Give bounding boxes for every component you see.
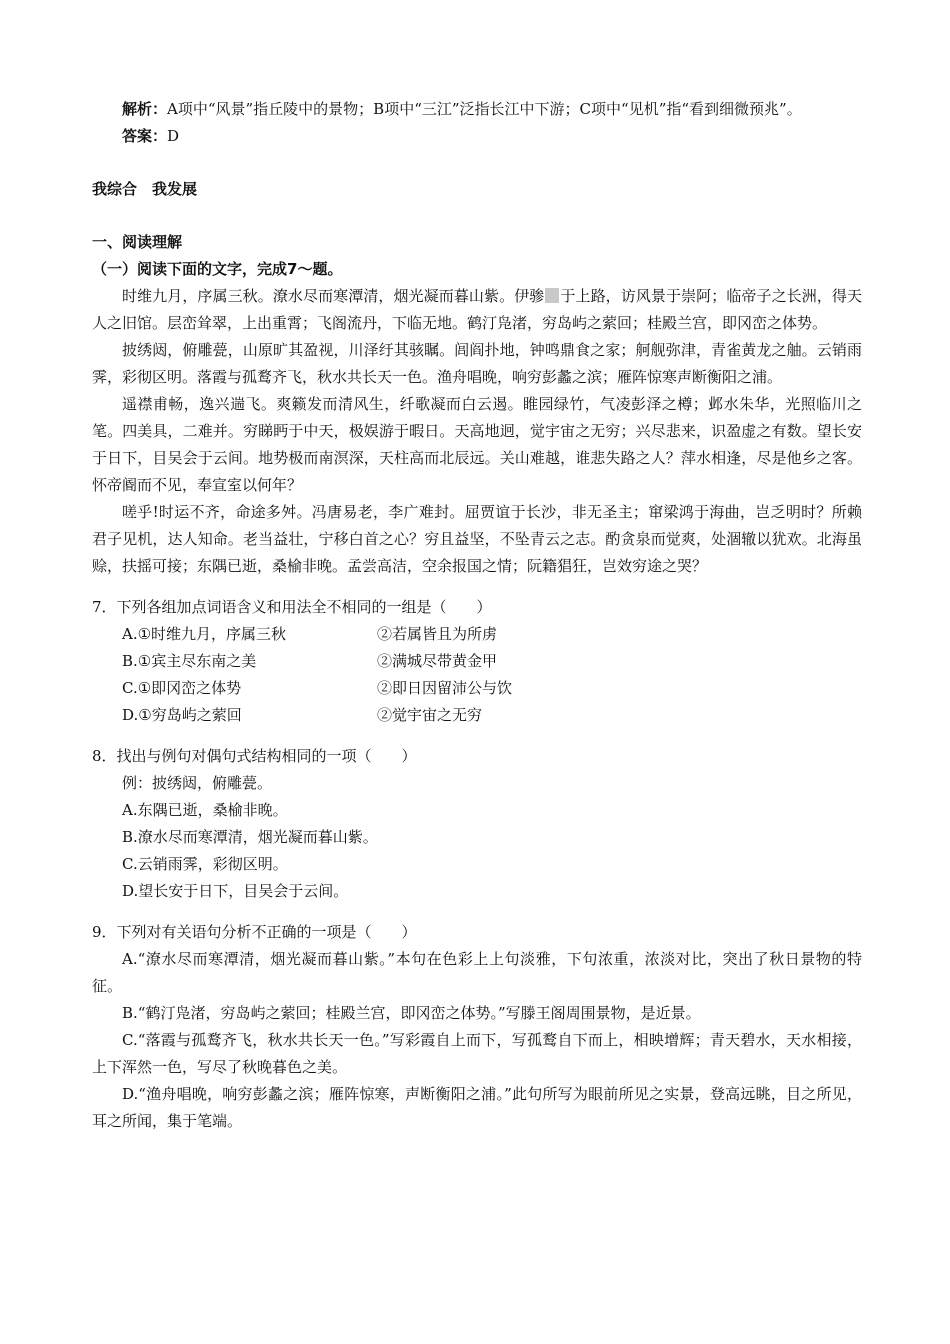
passage-paragraph-1 <box>92 283 862 337</box>
question-8-example: 例：披绣闼，俯雕甍。 <box>122 774 273 792</box>
part-title: 一、阅读理解 <box>92 233 183 251</box>
question-7-option-row: B.①宾主尽东南之美 ②满城尽带黄金甲 <box>122 652 498 670</box>
passage-paragraph-3: 遥襟甫畅，逸兴遄飞。爽籁发而清风生，纤歌凝而白云遏。睢园绿竹，气凌彭泽之樽；邺水朱华，光照临川之笔。四美具，二难并。穷睇眄于中天，极娱游于暇日。天高地迥，觉宇宙之无穷；兴尽悲来，识盈虚之有数。望长安于日下，目吴会于云间。地势极而南溟深，天柱高而北辰远。关山难越，谁悲失路之人？萍水相逢，尽是他乡之客。怀帝阍而不见，奉宣室以何年？ <box>92 395 862 494</box>
section-title: 我综合 我发展 <box>92 180 198 198</box>
question-8-option: A.东隅已逝，桑榆非晚。 <box>122 801 288 819</box>
analysis-label: 解析： <box>122 100 168 118</box>
analysis-paragraph <box>92 96 862 123</box>
question-8-stem: 8．找出与例句对偶句式结构相同的一项（ ） <box>92 747 417 765</box>
passage-p1-b: 于上路，访风景于崇阿；临帝子之长洲，得天人之旧馆。层峦耸翠，上出重霄；飞阁流丹，下临无地。鹤汀凫渚，穷岛屿之萦回；桂殿兰宫，即冈峦之体势。 <box>92 287 862 332</box>
question-7-option-row: C.①即冈峦之体势 ②即日因留沛公与饮 <box>122 679 513 697</box>
question-9-option: C.“落霞与孤鹜齐飞，秋水共长天一色。”写彩霞自上而下，写孤鹜自下而上，相映增辉；青天碧水，天水相接，上下浑然一色，写尽了秋晚暮色之美。 <box>92 1031 862 1076</box>
question-9-option: D.“渔舟唱晚，响穷彭蠡之滨；雁阵惊寒，声断衡阳之浦。”此句所写为眼前所见之实景，登高远眺，目之所见，耳之所闻，集于笔端。 <box>92 1085 862 1130</box>
question-8-option: C.云销雨霁，彩彻区明。 <box>122 855 288 873</box>
passage-paragraph-2: 披绣闼，俯雕甍，山原旷其盈视，川泽纡其骇瞩。闾阎扑地，钟鸣鼎食之家；舸舰弥津，青雀黄龙之舳。云销雨霁，彩彻区明。落霞与孤鹜齐飞，秋水共长天一色。渔舟唱晚，响穷彭蠡之滨；雁阵惊寒声断衡阳之浦。 <box>92 341 862 386</box>
question-8-option: D.望长安于日下，目吴会于云间。 <box>122 882 349 900</box>
question-8-option: B.潦水尽而寒潭清，烟光凝而暮山紫。 <box>122 828 378 846</box>
question-9-option: B.“鹤汀凫渚，穷岛屿之萦回；桂殿兰宫，即冈峦之体势。”写滕王阁周围景物，是近景。 <box>122 1004 701 1022</box>
question-7-option-row: D.①穷岛屿之萦回 ②觉宇宙之无穷 <box>122 706 483 724</box>
passage-p1-a: 时维九月，序属三秋。潦水尽而寒潭清，烟光凝而暮山紫。伊骖 <box>122 287 545 305</box>
document-page <box>92 96 862 1135</box>
analysis-text: A项中“风景”指丘陵中的景物；B项中“三江”泛指长江中下游；C项中“见机”指“看到细微预兆”。 <box>167 100 802 118</box>
answer-paragraph <box>92 123 862 150</box>
smudge-mark <box>545 288 559 303</box>
passage-paragraph-4: 嗟乎!时运不齐，命途多舛。冯唐易老，李广难封。屈贾谊于长沙，非无圣主；窜梁鸿于海曲，岂乏明时？所赖君子见机，达人知命。老当益壮，宁移白首之心？穷且益坚，不坠青云之志。酌贪泉而觉爽，处涸辙以犹欢。北海虽赊，扶摇可接；东隅已逝，桑榆非晚。孟尝高洁，空余报国之情；阮籍猖狂，岂效穷途之哭？ <box>92 503 862 575</box>
sub-title: （一）阅读下面的文字，完成7～题。 <box>92 260 343 278</box>
question-7-stem: 7．下列各组加点词语含义和用法全不相同的一组是（ ） <box>92 598 492 616</box>
question-7-option-row: A.①时维九月，序属三秋 ②若属皆且为所虏 <box>122 625 498 643</box>
question-9-stem: 9．下列对有关语句分析不正确的一项是（ ） <box>92 923 417 941</box>
answer-label: 答案： <box>122 127 168 145</box>
answer-text: D <box>167 127 180 145</box>
question-9-option: A.“潦水尽而寒潭清，烟光凝而暮山紫。”本句在色彩上上句淡雅，下句浓重，浓淡对比，突出了秋日景物的特征。 <box>92 950 862 995</box>
